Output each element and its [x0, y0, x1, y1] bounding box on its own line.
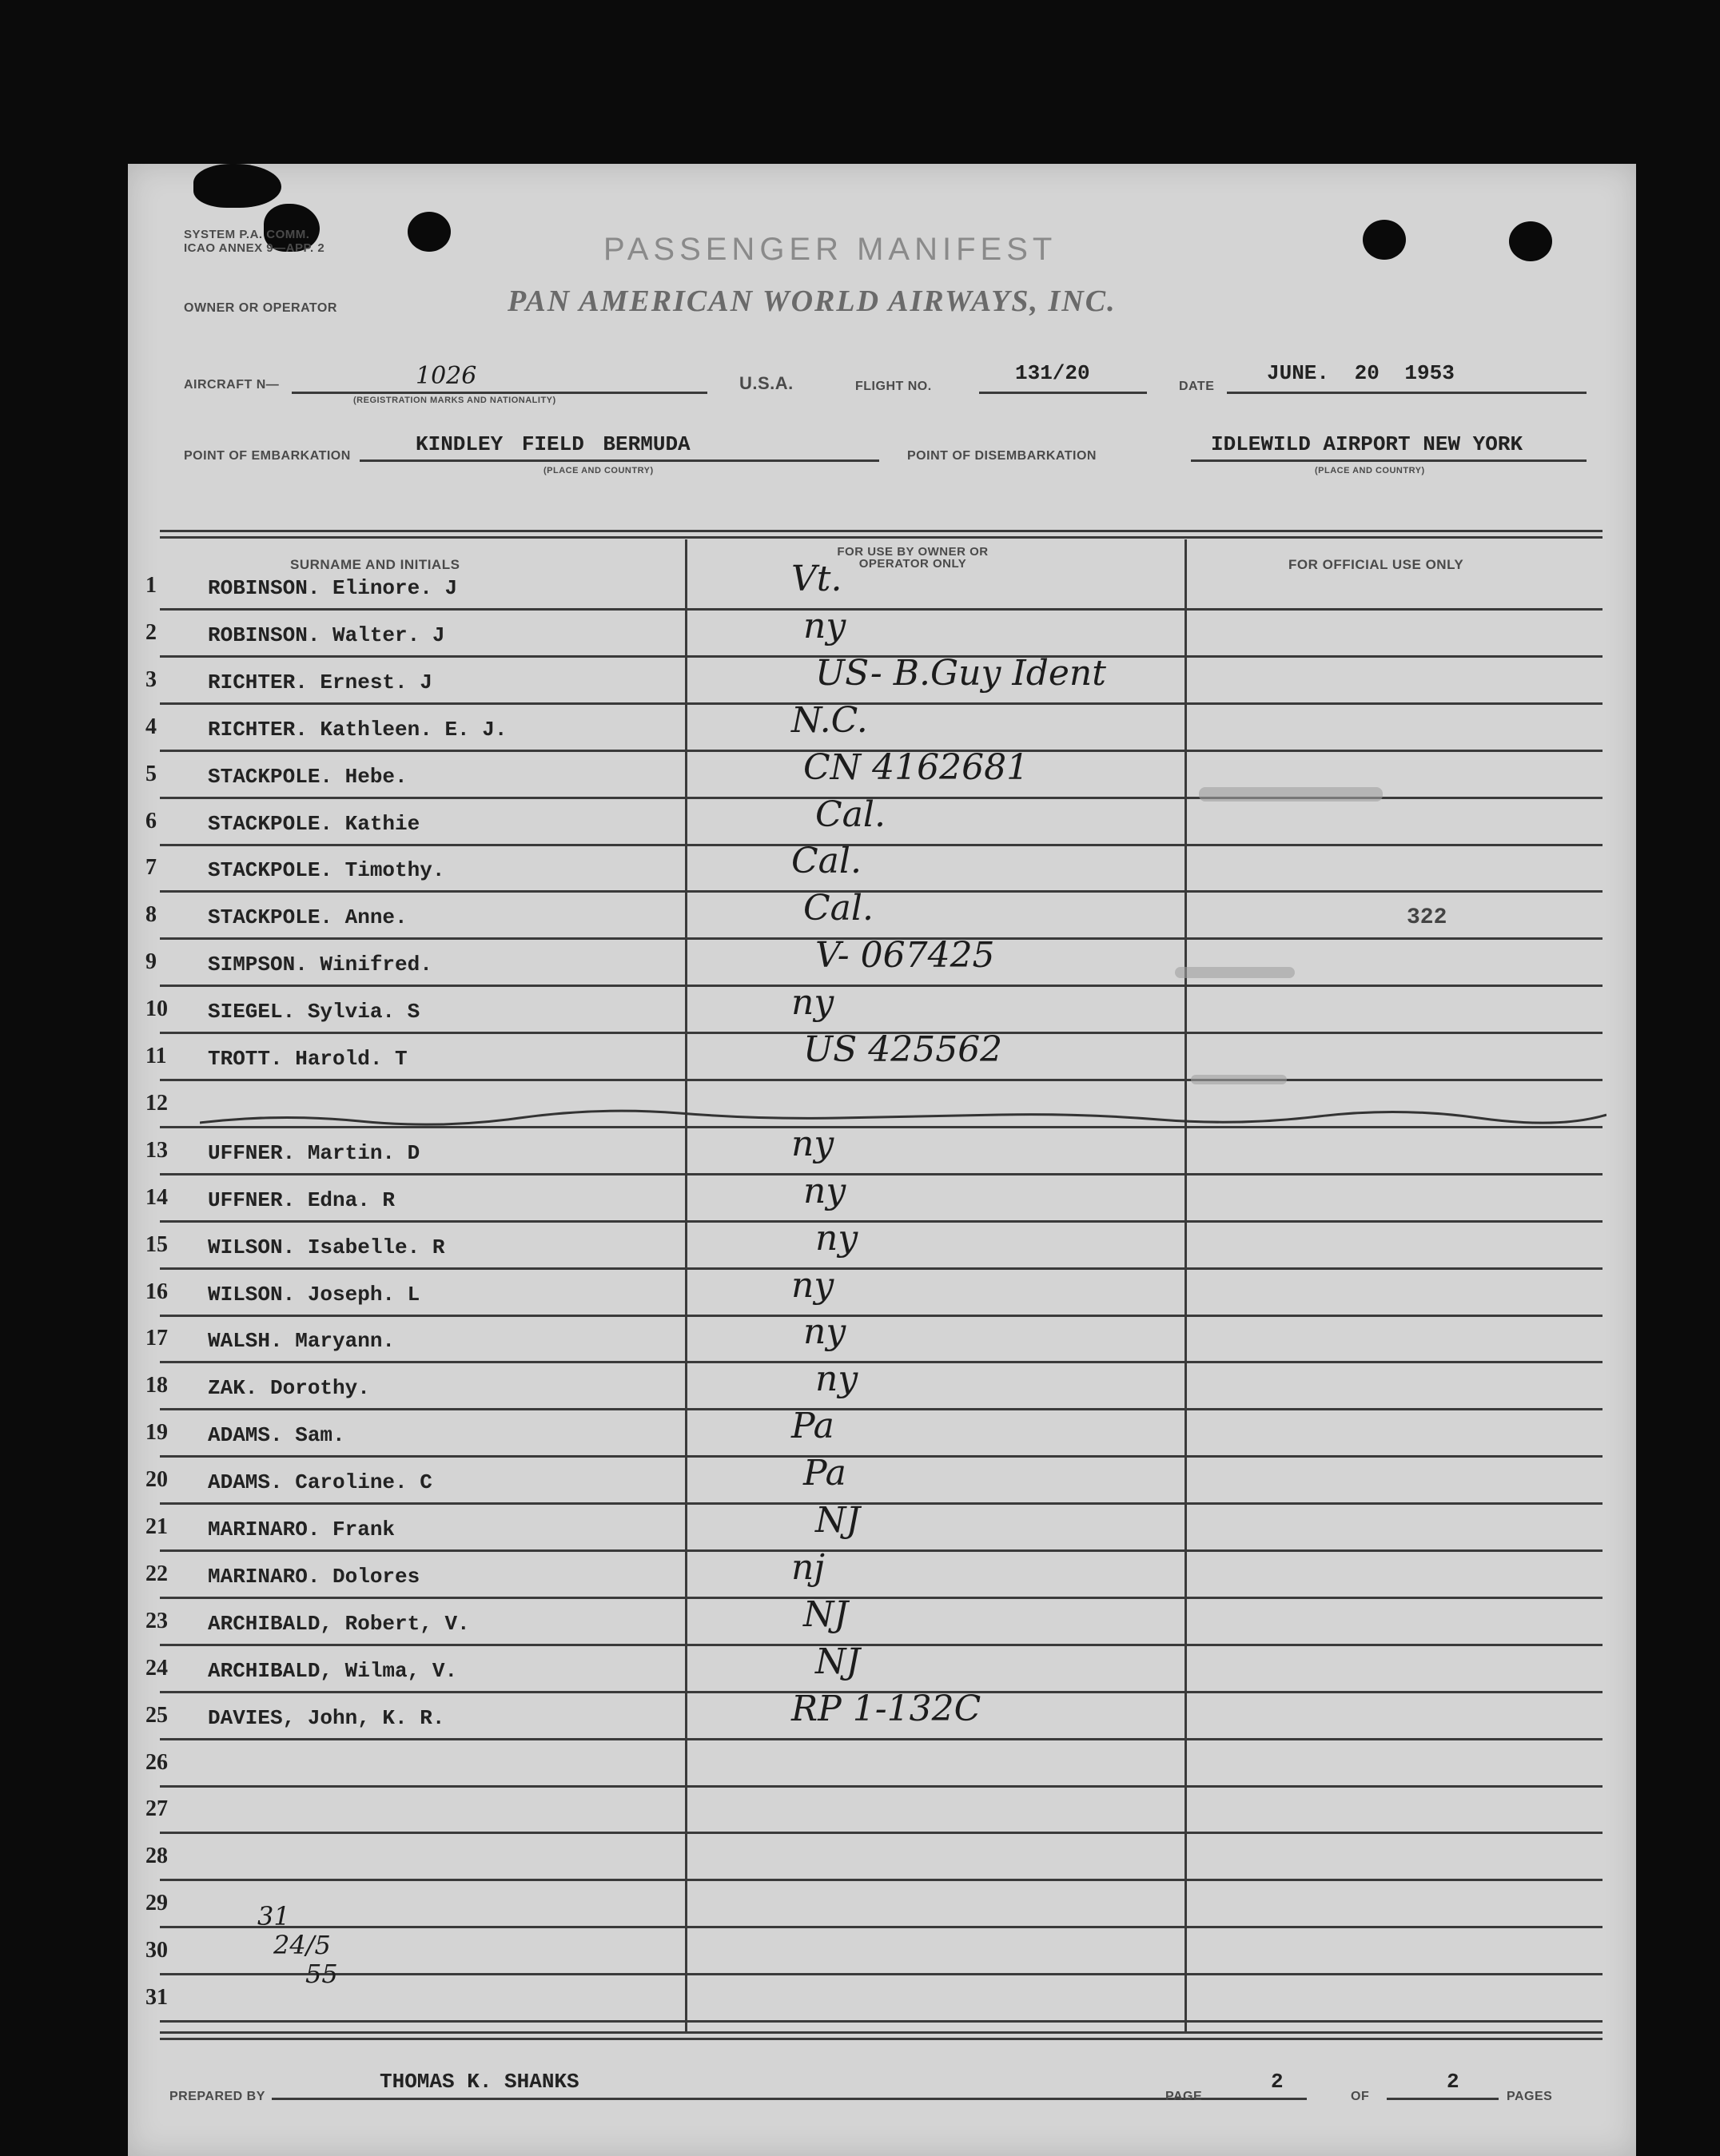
row-number: 6	[145, 808, 157, 833]
col-header-surname: SURNAME AND INITIALS	[290, 557, 460, 572]
margin-note-line: 55	[305, 1959, 338, 1989]
punch-hole	[408, 212, 451, 252]
aircraft-number: 1026	[416, 362, 477, 390]
passenger-name: DAVIES, John, K. R.	[208, 1705, 445, 1730]
owner-use-entry: ny	[791, 982, 834, 1024]
form-reference	[184, 228, 324, 255]
date-underline	[1227, 392, 1587, 394]
owner-use-entry: US- B.Guy Ident	[815, 652, 1106, 694]
row-rule	[160, 1079, 1603, 1081]
form-ref-line: SYSTEM P.A. COMM.	[184, 228, 310, 241]
row-number: 27	[145, 1796, 168, 1822]
col-header-owner: FOR USE BY OWNER OR OPERATOR ONLY	[837, 545, 989, 571]
owner-use-entry: Cal.	[791, 841, 862, 882]
passenger-name: WALSH. Maryann.	[208, 1329, 396, 1354]
row-number: 25	[145, 1702, 168, 1728]
passenger-name: ADAMS. Caroline. C	[208, 1470, 432, 1495]
prepared-underline	[272, 2098, 1279, 2100]
owner-use-entry: ny	[815, 1358, 858, 1400]
aircraft-label: AIRCRAFT N—	[184, 378, 280, 392]
owner-use-entry: US 425562	[803, 1029, 1003, 1070]
disembark-place-note: (PLACE AND COUNTRY)	[1315, 466, 1425, 475]
passenger-name: RICHTER. Ernest. J	[208, 670, 432, 694]
prepared-by: THOMAS K. SHANKS	[380, 2070, 579, 2094]
passenger-name: TROTT. Harold. T	[208, 1047, 408, 1071]
flight-date: JUNE. 20 1953	[1267, 361, 1455, 385]
flight-label: FLIGHT NO.	[855, 380, 932, 393]
passenger-name: MARINARO. Dolores	[208, 1564, 420, 1589]
owner-use-entry: Pa	[791, 1406, 834, 1447]
disembark-place: IDLEWILD AIRPORT NEW YORK	[1211, 432, 1523, 456]
owner-use-entry: ny	[791, 1123, 834, 1164]
row-number: 22	[145, 1561, 168, 1586]
owner-use-entry: ny	[803, 605, 846, 646]
registration-note: (REGISTRATION MARKS AND NATIONALITY)	[353, 396, 556, 405]
prepared-label: PREPARED BY	[169, 2090, 265, 2103]
row-number: 18	[145, 1373, 168, 1398]
row-number: 26	[145, 1749, 168, 1775]
col-header-official: FOR OFFICIAL USE ONLY	[1288, 557, 1464, 572]
row-number: 14	[145, 1184, 168, 1210]
passenger-name: STACKPOLE. Kathie	[208, 811, 420, 836]
passenger-name: STACKPOLE. Anne.	[208, 905, 408, 930]
row-rule	[160, 1879, 1603, 1881]
punch-hole	[1363, 220, 1406, 260]
ink-blot	[193, 164, 281, 208]
owner-use-entry: nj	[791, 1546, 825, 1588]
row-number: 15	[145, 1231, 168, 1257]
row-rule	[160, 1785, 1603, 1788]
row-rule	[160, 1926, 1603, 1928]
owner-use-entry: N.C.	[791, 699, 868, 741]
page-underline	[1211, 2098, 1307, 2100]
date-label: DATE	[1179, 380, 1215, 393]
punch-hole	[1509, 221, 1552, 261]
owner-label: OWNER OR OPERATOR	[184, 301, 337, 315]
margin-note	[257, 1902, 338, 1988]
owner-use-entry: ny	[803, 1170, 846, 1211]
official-use-entry: 322	[1407, 905, 1447, 931]
row-number: 4	[145, 714, 157, 739]
passenger-name: MARINARO. Frank	[208, 1518, 396, 1541]
table-top-rule	[160, 536, 1603, 539]
passenger-name: WILSON. Isabelle. R	[208, 1235, 445, 1259]
passenger-name: UFFNER. Edna. R	[208, 1187, 396, 1212]
owner-use-entry: NJ	[815, 1641, 861, 1682]
table-bottom-rule	[160, 2038, 1603, 2040]
passenger-name: SIMPSON. Winifred.	[208, 953, 432, 977]
pages-label: PAGES	[1507, 2090, 1553, 2103]
page-number: 2	[1271, 2070, 1284, 2094]
passenger-name: ARCHIBALD, Robert, V.	[208, 1611, 470, 1636]
row-number: 23	[145, 1608, 168, 1633]
margin-note-line: 31	[257, 1901, 290, 1931]
form-ref-line: ICAO ANNEX 9—APP. 2	[184, 241, 325, 255]
passenger-name: ARCHIBALD, Wilma, V.	[208, 1658, 458, 1683]
erased-mark	[1175, 967, 1295, 978]
owner-use-entry: NJ	[815, 1500, 861, 1541]
row-number: 9	[145, 949, 157, 975]
row-number: 2	[145, 619, 157, 645]
aircraft-underline	[292, 392, 707, 394]
strike-line	[200, 1107, 1607, 1131]
row-number: 8	[145, 902, 157, 928]
row-rule	[160, 2020, 1603, 2023]
owner-use-entry: ny	[815, 1217, 858, 1259]
embark-underline	[360, 459, 879, 462]
row-number: 10	[145, 996, 168, 1022]
owner-use-entry: Cal.	[803, 888, 874, 929]
owner-use-entry: ny	[791, 1264, 834, 1306]
row-number: 24	[145, 1655, 168, 1681]
embark-place: KINDLEY FIELD BERMUDA	[416, 432, 691, 456]
page-label: PAGE	[1165, 2090, 1203, 2103]
owner-name: PAN AMERICAN WORLD AIRWAYS, INC.	[508, 284, 1117, 318]
row-number: 21	[145, 1514, 168, 1539]
flight-number: 131/20	[1015, 361, 1090, 385]
table-bottom-rule	[160, 2031, 1603, 2034]
row-number: 12	[145, 1090, 168, 1116]
margin-note-line: 24/5	[273, 1930, 331, 1960]
passenger-name: ROBINSON. Elinore. J	[208, 576, 458, 600]
row-rule	[160, 1832, 1603, 1834]
row-number: 19	[145, 1420, 168, 1446]
nationality: U.S.A.	[739, 373, 794, 393]
passenger-name: RICHTER. Kathleen. E. J.	[208, 717, 508, 742]
row-number: 28	[145, 1844, 168, 1869]
row-number: 13	[145, 1137, 168, 1163]
page-title: PASSENGER MANIFEST	[603, 232, 1057, 267]
passenger-name: ZAK. Dorothy.	[208, 1376, 370, 1401]
disembark-label: POINT OF DISEMBARKATION	[907, 449, 1097, 463]
disembark-underline	[1191, 459, 1587, 462]
owner-use-entry: CN 4162681	[803, 746, 1029, 788]
table-top-rule	[160, 530, 1603, 532]
row-number: 29	[145, 1891, 168, 1916]
passenger-name: ADAMS. Sam.	[208, 1423, 345, 1448]
passenger-name: UFFNER. Martin. D	[208, 1140, 420, 1165]
row-number: 5	[145, 761, 157, 786]
row-number: 7	[145, 855, 157, 881]
row-rule	[160, 1738, 1603, 1740]
erased-mark	[1191, 1075, 1287, 1084]
erased-mark	[1199, 787, 1383, 802]
passenger-name: STACKPOLE. Hebe.	[208, 764, 408, 789]
of-label: OF	[1351, 2090, 1370, 2103]
pages-underline	[1387, 2098, 1499, 2100]
row-number: 11	[145, 1044, 167, 1068]
row-number: 20	[145, 1467, 168, 1493]
row-number: 30	[145, 1938, 168, 1963]
row-number: 1	[145, 573, 157, 598]
owner-use-entry: ny	[803, 1311, 846, 1353]
owner-use-entry: RP 1-132C	[791, 1688, 981, 1729]
owner-use-entry: V- 067425	[815, 935, 995, 977]
embark-place-note: (PLACE AND COUNTRY)	[543, 466, 654, 475]
owner-use-entry: Cal.	[815, 794, 886, 835]
row-number: 31	[145, 1985, 168, 2010]
owner-use-entry: Pa	[803, 1453, 846, 1494]
passenger-name: SIEGEL. Sylvia. S	[208, 1000, 420, 1024]
passenger-name: STACKPOLE. Timothy.	[208, 858, 445, 883]
owner-use-entry: Vt.	[791, 559, 842, 599]
flight-underline	[979, 392, 1147, 394]
passenger-name: WILSON. Joseph. L	[208, 1282, 420, 1307]
row-number: 16	[145, 1279, 168, 1304]
passenger-name: ROBINSON. Walter. J	[208, 623, 445, 647]
owner-use-entry: NJ	[803, 1593, 849, 1635]
embark-label: POINT OF EMBARKATION	[184, 449, 351, 463]
pages-total: 2	[1447, 2070, 1459, 2094]
manifest-sheet	[128, 164, 1636, 2156]
row-rule	[160, 1973, 1603, 1975]
row-number: 3	[145, 666, 157, 692]
row-number: 17	[145, 1326, 168, 1351]
